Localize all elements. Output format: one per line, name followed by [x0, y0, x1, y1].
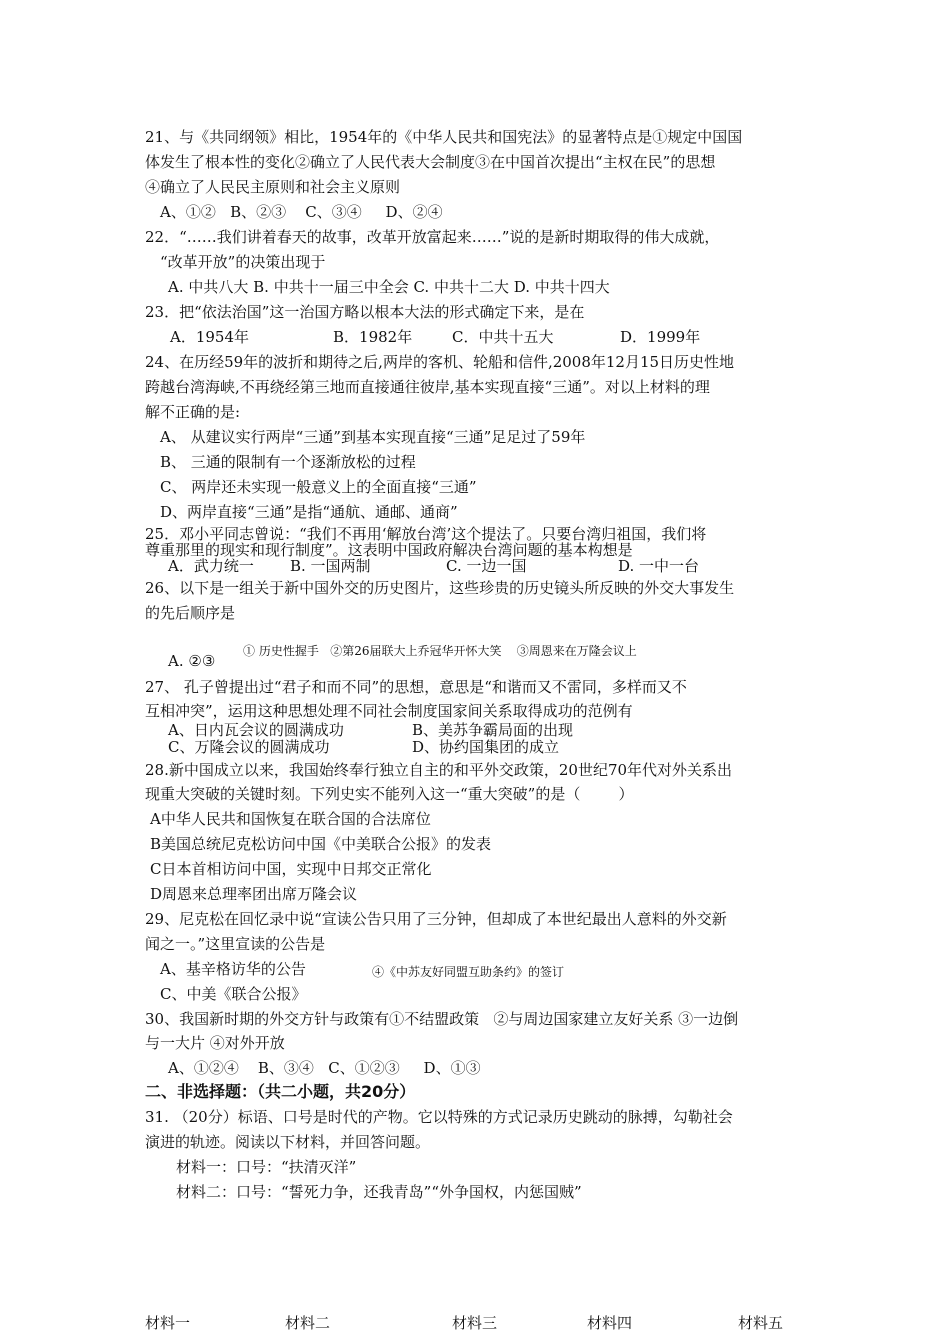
- material-label-3: 材料三: [452, 1314, 498, 1332]
- q26-photo-captions: ① 历史性握手 ②第26届联大上乔冠华开怀大笑 ③周恩来在万隆会议上: [243, 644, 637, 658]
- material-label-2: 材料二: [285, 1314, 331, 1332]
- q24-stem-line3: 解不正确的是:: [145, 403, 241, 421]
- q29-photo-caption-4: ④《中苏友好同盟互助条约》的签订: [372, 965, 565, 979]
- q27-stem-line1: 27、 孔子曾提出过“君子和而不同”的思想，意思是“和谐而又不雷同，多样而又不: [145, 678, 687, 696]
- q31-stem-line2: 演进的轨迹。阅读以下材料，并回答问题。: [145, 1133, 431, 1151]
- q29-stem-line2: 闻之一。”这里宣读的公告是: [145, 935, 326, 953]
- q30-stem-line2: 与一大片 ④对外开放: [145, 1034, 285, 1052]
- q21-stem-line2: 体发生了根本性的变化②确立了人民代表大会制度③在中国首次提出“主权在民”的思想: [145, 153, 716, 171]
- material-label-4: 材料四: [587, 1314, 633, 1332]
- q25-option-b: B. 一国两制: [290, 557, 371, 575]
- q28-option-b: B美国总统尼克松访问中国《中美联合公报》的发表: [150, 835, 492, 853]
- q21-options: A、①② B、②③ C、③④ D、②④: [160, 203, 443, 221]
- q25-stem-line1: 25．邓小平同志曾说：“我们不再用‘解放台湾’这个提法了。只要台湾归祖国，我们将: [145, 525, 707, 543]
- q28-option-d: D周恩来总理率团出席万隆会议: [150, 885, 358, 903]
- q23-option-c: C．中共十五大: [452, 328, 554, 346]
- q27-stem-line2: 互相冲突”，运用这种思想处理不同社会制度国家间关系取得成功的范例有: [145, 702, 633, 720]
- q27-option-a: A、日内瓦会议的圆满成功: [168, 721, 344, 739]
- q24-option-d: D、两岸直接“三通”是指“通航、通邮、通商”: [160, 503, 458, 521]
- q29-option-a: A、基辛格访华的公告: [160, 960, 306, 978]
- q26-stem-line1: 26、以下是一组关于新中国外交的历史图片，这些珍贵的历史镜头所反映的外交大事发生: [145, 579, 735, 597]
- q29-option-c: C、中美《联合公报》: [160, 985, 307, 1003]
- q24-option-b: B、 三通的限制有一个逐渐放松的过程: [160, 453, 416, 471]
- q24-option-a: A、 从建议实行两岸“三通”到基本实现直接“三通”足足过了59年: [160, 428, 586, 446]
- q24-option-c: C、 两岸还未实现一般意义上的全面直接“三通”: [160, 478, 477, 496]
- q21-stem-line3: ④确立了人民民主原则和社会主义原则: [145, 178, 401, 196]
- q24-stem-line1: 24、在历经59年的波折和期待之后,两岸的客机、轮船和信件,2008年12月15日历史性地: [145, 353, 735, 371]
- q26-stem-line2: 的先后顺序是: [145, 604, 236, 622]
- q22-stem-line2: “改革开放”的决策出现于: [160, 253, 326, 271]
- q24-stem-line2: 跨越台湾海峡,不再绕经第三地而直接通往彼岸,基本实现直接“三通”。对以上材料的理: [145, 378, 710, 396]
- q25-stem-line2: 尊重那里的现实和现行制度”。这表明中国政府解决台湾问题的基本构想是: [145, 541, 633, 559]
- material-label-1: 材料一: [145, 1314, 191, 1332]
- q27-option-b: B、美苏争霸局面的出现: [412, 721, 574, 739]
- q27-option-d: D、协约国集团的成立: [412, 738, 560, 756]
- q22-stem-line1: 22．“……我们讲着春天的故事，改革开放富起来……”说的是新时期取得的伟大成就，: [145, 228, 720, 246]
- q30-options: A、①②④ B、③④ C、①②③ D、①③: [168, 1059, 481, 1077]
- q23-stem: 23．把“依法治国”这一治国方略以根本大法的形式确定下来，是在: [145, 303, 585, 321]
- q31-stem-line1: 31. （20分）标语、口号是时代的产物。它以特殊的方式记录历史跳动的脉搏，勾勒社会: [145, 1108, 733, 1126]
- q25-option-a: A．武力统一: [168, 557, 254, 575]
- q31-material-1: 材料一：口号：“扶清灭洋”: [176, 1158, 357, 1176]
- q22-options: A. 中共八大 B. 中共十一届三中全会 C. 中共十二大 D. 中共十四大: [168, 278, 610, 296]
- section-2-title: 二、非选择题：（共二小题，共20分）: [145, 1082, 416, 1101]
- q28-option-c: C日本首相访问中国，实现中日邦交正常化: [150, 860, 432, 878]
- q23-option-a: A．1954年: [170, 328, 250, 346]
- q23-option-b: B．1982年: [333, 328, 413, 346]
- q28-stem-line2: 现重大突破的关键时刻。下列史实不能列入这一“重大突破”的是（ ）: [145, 785, 634, 803]
- material-label-5: 材料五: [738, 1314, 784, 1332]
- q21-stem-line1: 21、与《共同纲领》相比，1954年的《中华人民共和国宪法》的显著特点是①规定中国国: [145, 128, 743, 146]
- q23-option-d: D．1999年: [620, 328, 701, 346]
- q28-stem-line1: 28.新中国成立以来，我国始终奉行独立自主的和平外交政策，20世纪70年代对外关系出: [145, 761, 733, 779]
- q27-option-c: C、万隆会议的圆满成功: [168, 738, 330, 756]
- q29-stem-line1: 29、尼克松在回忆录中说“宣读公告只用了三分钟，但却成了本世纪最出人意料的外交新: [145, 910, 727, 928]
- q28-option-a: A中华人民共和国恢复在联合国的合法席位: [150, 810, 431, 828]
- q25-option-d: D. 一中一台: [618, 557, 700, 575]
- q30-stem-line1: 30、我国新时期的外交方针与政策有①不结盟政策 ②与周边国家建立友好关系 ③一边倒: [145, 1010, 739, 1028]
- q31-material-2: 材料二：口号：“誓死力争，还我青岛”“外争国权，内惩国贼”: [176, 1183, 582, 1201]
- q25-option-c: C. 一边一国: [446, 557, 527, 575]
- q26-option-a: A. ②③: [168, 652, 216, 670]
